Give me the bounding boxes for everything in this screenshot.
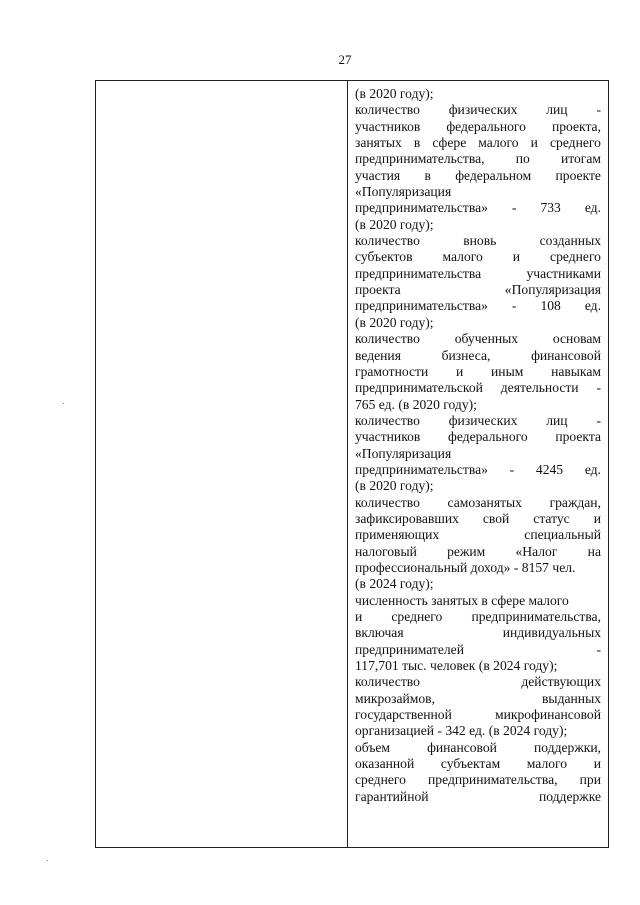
text-word: поддержки, bbox=[533, 739, 601, 755]
text-line bbox=[355, 446, 601, 462]
text-line bbox=[355, 658, 601, 674]
text-line bbox=[355, 249, 601, 265]
text-word: включая bbox=[355, 625, 404, 641]
text-word: (в 2020 году); bbox=[355, 478, 434, 494]
text-line bbox=[355, 740, 601, 756]
column-divider bbox=[347, 81, 348, 847]
text-line bbox=[355, 86, 601, 102]
text-word: количество bbox=[355, 233, 420, 249]
text-line bbox=[355, 397, 601, 413]
text-word: проекте bbox=[555, 167, 601, 183]
text-word: гарантийной bbox=[355, 788, 429, 804]
text-word: в bbox=[424, 167, 431, 183]
text-line bbox=[355, 282, 601, 298]
text-line bbox=[355, 625, 601, 641]
text-word: зафиксировавших bbox=[355, 510, 459, 526]
text-word: физических bbox=[448, 102, 518, 118]
text-word: 108 bbox=[540, 298, 561, 314]
text-word: лиц bbox=[546, 412, 568, 428]
scan-speck bbox=[63, 403, 64, 404]
text-line bbox=[355, 429, 601, 445]
text-word: 765 ед. (в 2020 году); bbox=[355, 396, 477, 412]
text-word: предпринимательства, bbox=[471, 609, 601, 624]
text-word: ведения bbox=[355, 347, 401, 363]
text-word: действующих bbox=[521, 674, 601, 690]
text-line bbox=[355, 413, 601, 429]
text-word: проекта bbox=[355, 282, 401, 298]
text-word: и bbox=[593, 756, 601, 772]
text-word: - bbox=[596, 641, 601, 657]
page-number: 27 bbox=[338, 52, 352, 67]
text-line bbox=[355, 691, 601, 707]
text-line bbox=[355, 380, 601, 396]
text-line bbox=[355, 789, 601, 805]
text-word: в bbox=[413, 135, 421, 151]
text-word: «Популяризация bbox=[504, 282, 601, 298]
text-line bbox=[355, 544, 601, 560]
text-word: 733 bbox=[540, 200, 561, 216]
text-word: (в 2020 году); bbox=[355, 216, 434, 232]
text-word: ед. bbox=[584, 200, 601, 216]
text-word: - bbox=[596, 412, 601, 428]
text-word: ед. bbox=[584, 298, 601, 314]
text-line bbox=[355, 772, 601, 788]
text-word: участия bbox=[355, 167, 401, 183]
text-word: микрозаймов, bbox=[355, 690, 435, 706]
text-word: среднего bbox=[391, 609, 443, 624]
text-line bbox=[355, 560, 601, 576]
text-word: (в 2024 году); bbox=[355, 576, 434, 592]
text-word: применяющих bbox=[355, 527, 440, 543]
text-word: физических bbox=[448, 412, 518, 428]
text-word: среднего bbox=[549, 135, 601, 151]
text-word: и bbox=[355, 609, 363, 624]
text-line bbox=[355, 495, 601, 511]
text-word: навыкам bbox=[551, 363, 601, 379]
text-word: профессиональный доход» - 8157 чел. bbox=[355, 559, 576, 575]
text-word: - bbox=[511, 200, 517, 216]
text-word: «Популяризация bbox=[355, 184, 452, 200]
text-word: режим bbox=[447, 543, 486, 559]
text-word: - bbox=[509, 461, 515, 477]
text-word: количество bbox=[355, 331, 420, 347]
text-word: налоговый bbox=[355, 543, 417, 559]
text-word: предпринимательства bbox=[355, 265, 482, 281]
text-line bbox=[355, 102, 601, 118]
text-line bbox=[355, 217, 601, 233]
text-word: малого bbox=[526, 756, 568, 772]
text-word: субъектам bbox=[440, 756, 501, 772]
text-line bbox=[355, 642, 601, 658]
scan-speck bbox=[47, 860, 48, 861]
text-word: ед. bbox=[584, 461, 601, 477]
text-word: малого bbox=[442, 249, 483, 265]
text-word: количество bbox=[355, 494, 420, 510]
text-word: участников bbox=[355, 429, 421, 445]
text-word: предпринимательства» bbox=[355, 200, 488, 216]
text-word: среднего bbox=[550, 249, 601, 265]
text-word: сфере bbox=[432, 135, 467, 151]
text-word: количество bbox=[355, 674, 420, 690]
text-word: организацией - 342 ед. (в 2024 году); bbox=[355, 723, 568, 739]
text-word: «Налог bbox=[515, 543, 558, 559]
text-line bbox=[355, 233, 601, 249]
text-word: участниками bbox=[526, 265, 601, 281]
text-word: и bbox=[512, 249, 521, 265]
text-word: субъектов bbox=[355, 249, 413, 265]
text-word: 117,701 тыс. человек (в 2024 году); bbox=[355, 658, 558, 674]
text-word: при bbox=[579, 772, 601, 788]
text-line bbox=[355, 511, 601, 527]
text-line bbox=[355, 576, 601, 592]
text-word: занятых bbox=[355, 135, 402, 151]
text-word: предпринимательства, bbox=[428, 772, 558, 788]
text-line bbox=[355, 184, 601, 200]
text-word: - bbox=[596, 102, 601, 118]
text-word: и bbox=[593, 510, 601, 526]
text-word: - bbox=[596, 380, 601, 396]
text-word: предпринимательской bbox=[355, 380, 483, 396]
text-word: предпринимательства» bbox=[355, 461, 488, 477]
text-word: «Популяризация bbox=[355, 445, 452, 461]
text-word: выданных bbox=[542, 690, 601, 706]
text-line bbox=[355, 135, 601, 151]
text-word: малого bbox=[478, 135, 519, 151]
text-line bbox=[355, 462, 601, 478]
text-word: объем bbox=[355, 739, 391, 755]
text-word: финансовой bbox=[531, 347, 601, 363]
text-line bbox=[355, 200, 601, 216]
text-word: итогам bbox=[560, 151, 601, 167]
text-word: участников bbox=[355, 118, 421, 134]
text-line bbox=[355, 674, 601, 690]
text-word: статус bbox=[533, 510, 570, 526]
text-word: проекта bbox=[555, 429, 601, 445]
text-line bbox=[355, 119, 601, 135]
text-word: федерального bbox=[446, 118, 526, 134]
text-word: иным bbox=[491, 363, 524, 379]
text-word: федеральном bbox=[455, 167, 532, 183]
text-word: специальный bbox=[524, 527, 601, 543]
text-word: оказанной bbox=[355, 756, 415, 772]
text-line bbox=[355, 298, 601, 314]
text-line bbox=[355, 348, 601, 364]
text-word: и bbox=[530, 135, 538, 151]
text-word: по bbox=[515, 151, 530, 167]
text-line bbox=[355, 723, 601, 739]
text-word: индивидуальных bbox=[502, 625, 601, 641]
text-word: обученных bbox=[454, 331, 519, 347]
text-word: финансовой bbox=[427, 739, 497, 755]
text-word: основам bbox=[552, 331, 601, 347]
text-line bbox=[355, 315, 601, 331]
text-word: количество bbox=[355, 412, 420, 428]
text-line bbox=[355, 331, 601, 347]
text-word: поддержке bbox=[538, 788, 601, 804]
text-line bbox=[355, 478, 601, 494]
text-line bbox=[355, 527, 601, 543]
text-word: среднего bbox=[355, 772, 406, 788]
right-column-cell bbox=[355, 86, 601, 805]
text-word: - bbox=[511, 298, 517, 314]
text-word: грамотности bbox=[355, 363, 429, 379]
text-line bbox=[355, 168, 601, 184]
text-line bbox=[355, 364, 601, 380]
text-word: созданных bbox=[539, 233, 601, 249]
text-word: 4245 bbox=[535, 461, 564, 477]
text-word: лиц bbox=[546, 102, 568, 118]
text-word: микрофинансовой bbox=[495, 707, 601, 723]
text-word: численность занятых в сфере малого bbox=[355, 592, 569, 608]
text-word: (в 2020 году); bbox=[355, 314, 434, 330]
text-word: предпринимательства, bbox=[355, 151, 485, 167]
text-word: самозанятых bbox=[447, 494, 522, 510]
text-word: (в 2020 году); bbox=[355, 86, 434, 101]
text-line bbox=[355, 593, 601, 609]
text-word: проекта, bbox=[551, 118, 601, 134]
text-line bbox=[355, 609, 601, 625]
text-word: деятельности bbox=[500, 380, 579, 396]
text-word: государственной bbox=[355, 707, 452, 723]
text-word: бизнеса, bbox=[441, 347, 491, 363]
text-word: граждан, bbox=[549, 494, 601, 510]
text-word: предпринимательства» bbox=[355, 298, 488, 314]
text-line bbox=[355, 756, 601, 772]
text-word: на bbox=[587, 543, 601, 559]
text-word: федерального bbox=[448, 429, 528, 445]
text-line bbox=[355, 266, 601, 282]
text-word: предпринимателей bbox=[355, 641, 464, 657]
document-table bbox=[95, 80, 609, 848]
text-line bbox=[355, 707, 601, 723]
text-word: количество bbox=[355, 102, 420, 118]
text-line bbox=[355, 151, 601, 167]
text-word: вновь bbox=[463, 233, 497, 249]
text-word: и bbox=[455, 363, 464, 379]
text-word: свой bbox=[482, 510, 510, 526]
